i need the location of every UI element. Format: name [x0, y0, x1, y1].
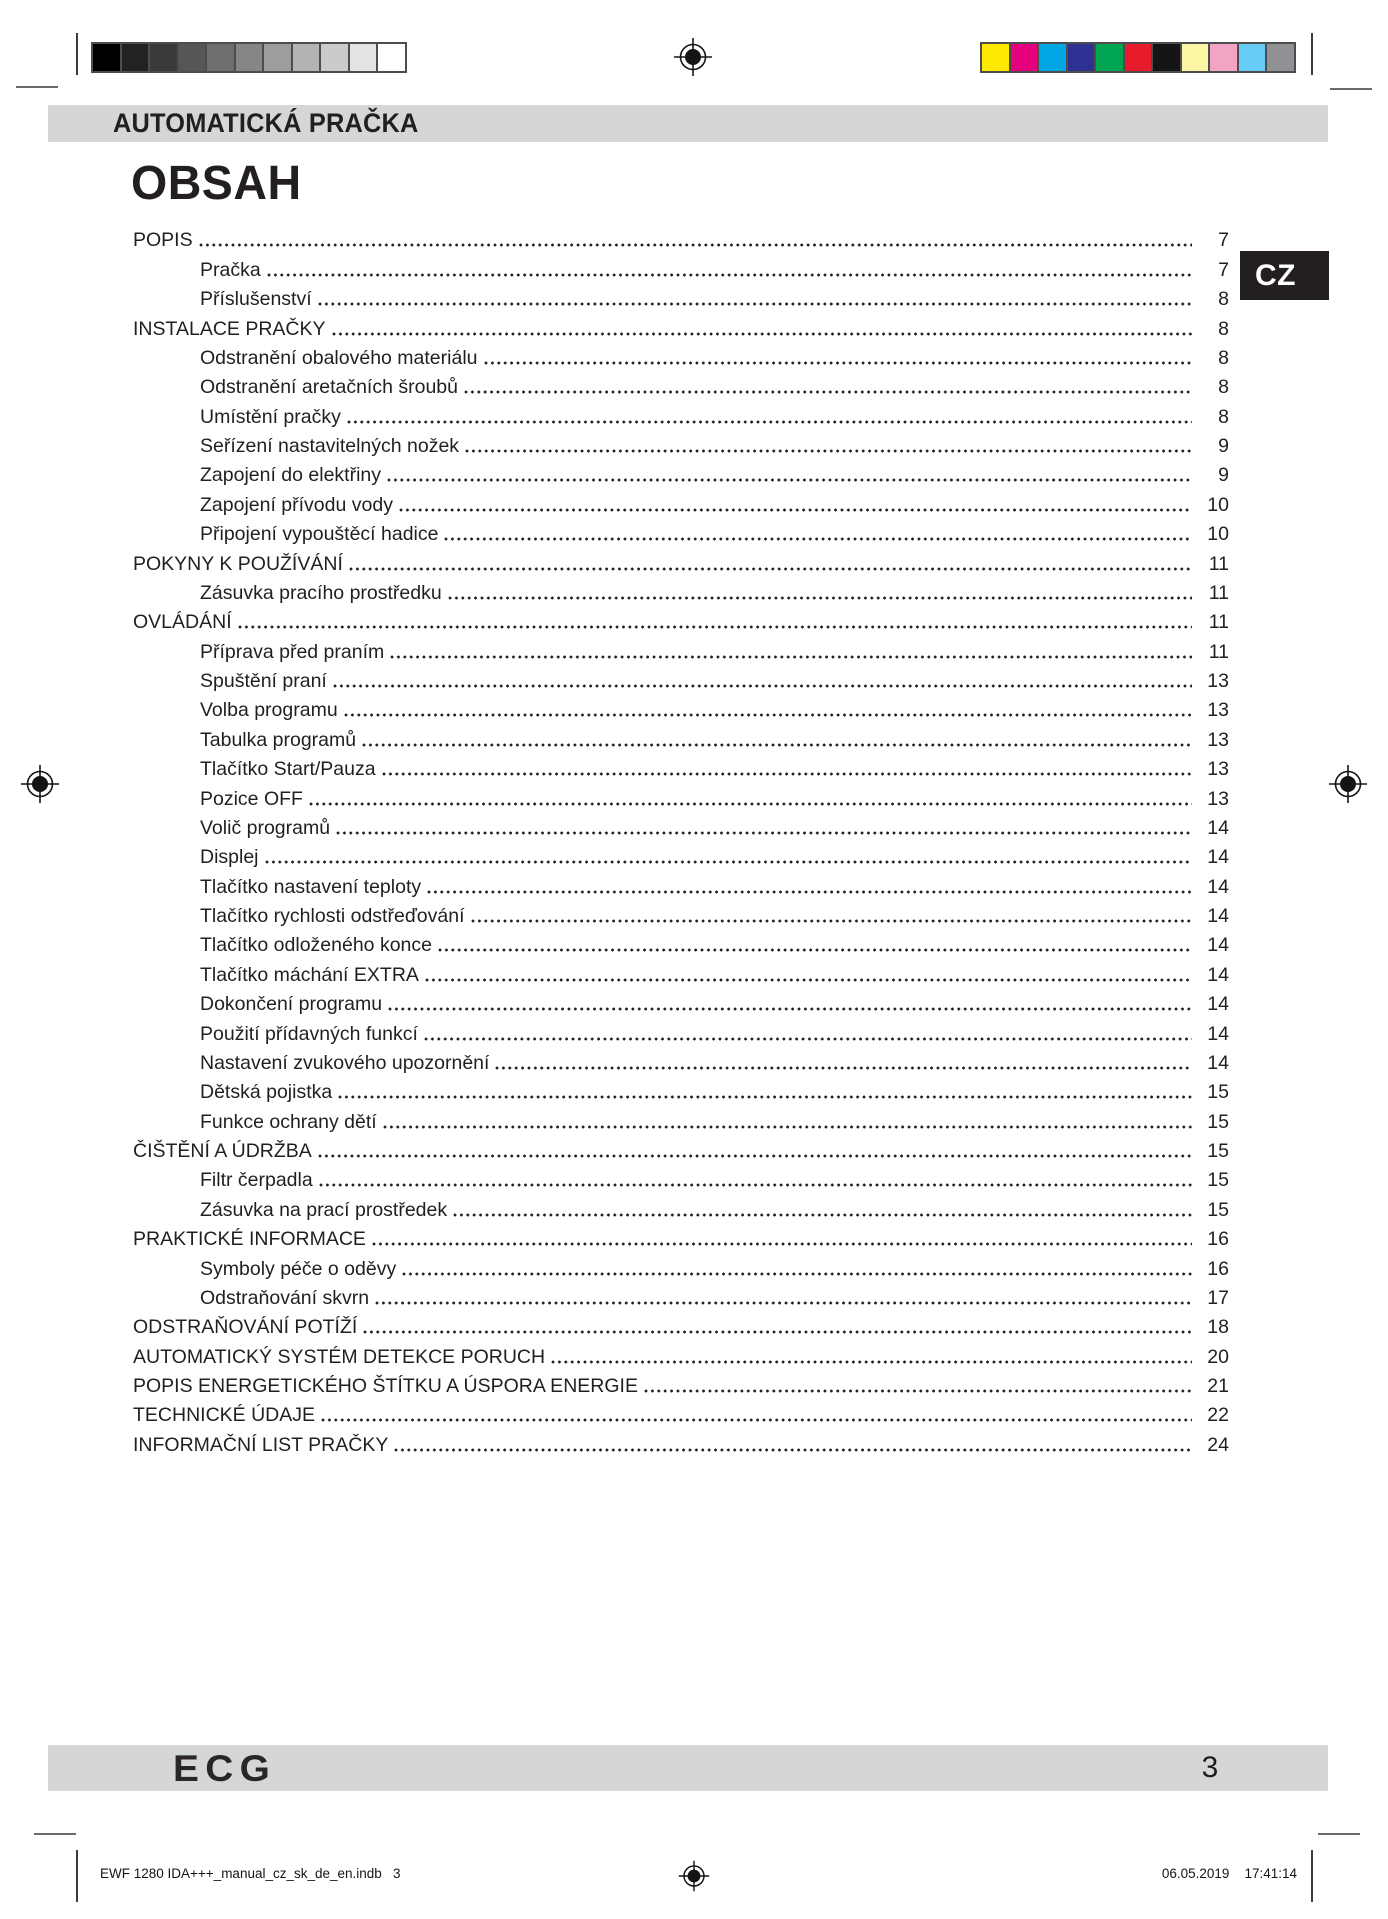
toc-entry — [133, 664, 1229, 693]
toc-entry-label: Dětská pojistka — [200, 1081, 333, 1104]
calibration-swatch — [1208, 42, 1239, 73]
toc-entry — [133, 1222, 1229, 1251]
toc-entry — [133, 282, 1229, 311]
toc-entry — [133, 752, 1229, 781]
toc-entry-label: Spuštění praní — [200, 670, 327, 692]
toc-entry-page: 13 — [1207, 699, 1229, 722]
crop-mark — [1311, 1850, 1313, 1902]
toc-entry — [133, 605, 1229, 634]
toc-entry-page: 13 — [1207, 758, 1229, 781]
toc-entry-label: Odstranění obalového materiálu — [200, 346, 478, 369]
dot-leader — [375, 1301, 1192, 1305]
toc-entry-page: 13 — [1207, 670, 1229, 692]
calibration-swatch — [120, 42, 151, 73]
toc-entry-label: Symboly péče o oděvy — [200, 1257, 397, 1280]
toc-entry-page: 24 — [1207, 1433, 1229, 1456]
dot-leader — [338, 1095, 1192, 1099]
dot-leader — [309, 802, 1192, 806]
toc-entry — [133, 370, 1229, 399]
toc-entry-label: Příslušenství — [200, 288, 312, 311]
calibration-swatch — [1094, 42, 1125, 73]
toc-entry-label: Zásuvka pracího prostředku — [200, 581, 442, 604]
dot-leader — [387, 478, 1192, 482]
dot-leader — [382, 772, 1192, 776]
calibration-swatch — [1237, 42, 1268, 73]
toc-entry-label: OVLÁDÁNÍ — [133, 611, 232, 634]
dot-leader — [438, 948, 1192, 952]
dot-leader — [388, 1007, 1192, 1011]
dot-leader — [321, 1418, 1192, 1422]
dot-leader — [363, 1330, 1192, 1334]
toc-entry — [133, 1192, 1229, 1221]
toc-entry-page: 11 — [1208, 552, 1229, 575]
brand-logo: ECG — [173, 1748, 277, 1789]
dot-leader — [465, 449, 1192, 453]
toc-entry-page: 10 — [1207, 523, 1229, 546]
calibration-colors-bar — [980, 42, 1296, 73]
toc-entry-page: 8 — [1218, 376, 1229, 399]
calibration-swatch — [1037, 42, 1068, 73]
dot-leader — [318, 302, 1192, 306]
dot-leader — [238, 625, 1192, 629]
calibration-swatch — [1265, 42, 1296, 73]
toc-entry-page: 8 — [1218, 405, 1229, 428]
toc-entry-page: 17 — [1207, 1286, 1229, 1309]
toc-entry — [133, 399, 1229, 428]
toc-entry-label: Displej — [200, 846, 259, 869]
calibration-swatch — [319, 42, 350, 73]
crop-mark — [1311, 33, 1313, 75]
registration-mark-icon — [1328, 764, 1368, 804]
toc-entry-page: 22 — [1207, 1404, 1229, 1427]
toc-entry — [133, 1104, 1229, 1133]
toc-entry-page: 14 — [1207, 816, 1229, 839]
dot-leader — [319, 1183, 1192, 1187]
toc-entry-page: 21 — [1207, 1375, 1229, 1397]
calibration-grayscale-bar — [91, 42, 407, 73]
calibration-swatch — [1123, 42, 1154, 73]
toc-entry-page: 11 — [1208, 611, 1229, 634]
toc-entry — [133, 517, 1229, 546]
dot-leader — [644, 1389, 1192, 1393]
toc-entry — [133, 576, 1229, 605]
dot-leader — [383, 1125, 1192, 1129]
calibration-swatch — [262, 42, 293, 73]
dot-leader — [318, 1154, 1192, 1158]
calibration-swatch — [91, 42, 122, 73]
toc-entry-page: 16 — [1207, 1228, 1229, 1251]
toc-entry-label: POKYNY K POUŽÍVÁNÍ — [133, 552, 343, 575]
toc-entry — [133, 458, 1229, 487]
toc-entry-label: Nastavení zvukového upozornění — [200, 1051, 490, 1074]
toc-entry-label: POPIS — [133, 229, 193, 252]
crop-mark — [1330, 88, 1372, 90]
calibration-swatch — [980, 42, 1011, 73]
toc-entry-page: 15 — [1207, 1140, 1229, 1162]
toc-entry-label: Připojení vypouštěcí hadice — [200, 523, 439, 546]
toc-entry — [133, 487, 1229, 516]
toc-entry-page: 14 — [1207, 993, 1229, 1016]
toc-entry-label: Odstraňování skvrn — [200, 1286, 370, 1309]
toc-entry — [133, 811, 1229, 840]
dot-leader — [199, 243, 1192, 247]
toc-entry-page: 18 — [1207, 1316, 1229, 1339]
dot-leader — [484, 361, 1192, 365]
toc-entry — [133, 311, 1229, 340]
toc-entry-label: Seřízení nastavitelných nožek — [200, 435, 460, 457]
dot-leader — [394, 1448, 1192, 1452]
toc-entry-label: Pračka — [200, 258, 261, 281]
dot-leader — [495, 1066, 1192, 1070]
toc-entry-label: Použití přídavných funkcí — [200, 1022, 418, 1045]
language-tab-cz — [1240, 251, 1329, 300]
toc-entry-page: 14 — [1207, 934, 1229, 957]
toc-entry-label: Zapojení do elektřiny — [200, 464, 382, 487]
toc-entry — [133, 429, 1229, 458]
dot-leader — [551, 1360, 1192, 1364]
toc-entry-page: 13 — [1207, 728, 1229, 751]
toc-entry-label: Tabulka programů — [200, 728, 357, 751]
dot-leader — [427, 890, 1192, 894]
toc-entry — [133, 899, 1229, 928]
toc-entry-label: Příprava před praním — [200, 640, 385, 663]
calibration-swatch — [1009, 42, 1040, 73]
dot-leader — [390, 655, 1192, 659]
toc-entry-page: 16 — [1207, 1257, 1229, 1280]
toc-entry — [133, 1310, 1229, 1339]
toc-entry-page: 11 — [1208, 581, 1229, 604]
toc-entry — [133, 1134, 1229, 1163]
toc-entry — [133, 781, 1229, 810]
footer-bar — [48, 1745, 1328, 1791]
toc-entry-label: Umístění pračky — [200, 405, 341, 428]
dot-leader — [267, 273, 1192, 277]
toc-entry-page: 10 — [1207, 493, 1229, 516]
toc-entry-label: POPIS ENERGETICKÉHO ŠTÍTKU A ÚSPORA ENERGIE — [133, 1375, 638, 1397]
crop-mark — [76, 33, 78, 75]
toc-entry — [133, 928, 1229, 957]
calibration-swatch — [177, 42, 208, 73]
toc-entry-page: 9 — [1218, 435, 1229, 457]
calibration-swatch — [148, 42, 179, 73]
toc-entry-label: Funkce ochrany dětí — [200, 1110, 377, 1133]
toc-entry-label: INFORMAČNÍ LIST PRAČKY — [133, 1433, 389, 1456]
toc-entry-label: PRAKTICKÉ INFORMACE — [133, 1228, 366, 1251]
toc-list — [133, 223, 1229, 1457]
toc-entry-label: Tlačítko rychlosti odstřeďování — [200, 905, 465, 927]
toc-entry — [133, 1046, 1229, 1075]
dot-leader — [448, 596, 1192, 600]
toc-entry-label: Tlačítko Start/Pauza — [200, 758, 376, 781]
dot-leader — [424, 1037, 1192, 1041]
toc-entry — [133, 1398, 1229, 1427]
toc-entry — [133, 1251, 1229, 1280]
toc-entry — [133, 634, 1229, 663]
toc-entry-label: Tlačítko máchání EXTRA — [200, 963, 419, 986]
calibration-swatch — [1066, 42, 1097, 73]
toc-entry-page: 20 — [1207, 1345, 1229, 1368]
dot-leader — [453, 1213, 1192, 1217]
calibration-swatch — [234, 42, 265, 73]
toc-entry-page: 15 — [1207, 1110, 1229, 1133]
crop-mark — [16, 86, 58, 88]
toc-entry-page: 15 — [1207, 1198, 1229, 1221]
toc-entry — [133, 840, 1229, 869]
toc-entry-label: ČIŠTĚNÍ A ÚDRŽBA — [133, 1140, 312, 1162]
crop-mark — [34, 1833, 76, 1835]
dot-leader — [425, 978, 1192, 982]
dot-leader — [402, 1272, 1192, 1276]
dot-leader — [344, 713, 1192, 717]
dot-leader — [336, 831, 1192, 835]
crop-mark — [76, 1850, 78, 1902]
language-tab-label: CZ — [1255, 258, 1296, 292]
toc-entry-label: Tlačítko nastavení teploty — [200, 875, 422, 898]
toc-entry-page: 7 — [1218, 258, 1229, 281]
toc-entry — [133, 252, 1229, 281]
toc-entry-page: 14 — [1207, 846, 1229, 869]
toc-entry-label: Filtr čerpadla — [200, 1169, 313, 1192]
toc-entry-page: 15 — [1207, 1169, 1229, 1192]
toc-entry-label: Zapojení přívodu vody — [200, 493, 393, 516]
toc-entry — [133, 722, 1229, 751]
registration-mark-icon — [20, 764, 60, 804]
toc-entry-page: 8 — [1218, 288, 1229, 311]
toc-entry-label: Dokončení programu — [200, 993, 383, 1016]
page-title: OBSAH — [131, 157, 302, 210]
toc-entry-label: Zásuvka na prací prostředek — [200, 1198, 448, 1221]
calibration-swatch — [1180, 42, 1211, 73]
calibration-swatch — [348, 42, 379, 73]
toc-entry — [133, 1016, 1229, 1045]
dot-leader — [333, 684, 1192, 688]
toc-entry-page: 14 — [1207, 963, 1229, 986]
toc-entry-page: 15 — [1207, 1081, 1229, 1104]
toc-entry-label: ODSTRAŇOVÁNÍ POTÍŽÍ — [133, 1316, 358, 1339]
dot-leader — [362, 743, 1192, 747]
dot-leader — [471, 919, 1192, 923]
crop-mark — [1318, 1833, 1360, 1835]
toc-entry — [133, 1163, 1229, 1192]
dot-leader — [349, 567, 1192, 571]
section-header-bar — [48, 105, 1328, 142]
dot-leader — [372, 1242, 1192, 1246]
toc-entry-page: 14 — [1207, 875, 1229, 898]
toc-entry-label: INSTALACE PRAČKY — [133, 317, 326, 340]
toc-entry-page: 7 — [1218, 229, 1229, 252]
print-file-info: EWF 1280 IDA+++_manual_cz_sk_de_en.indb 3 — [100, 1866, 401, 1881]
toc-entry-page: 14 — [1207, 905, 1229, 927]
toc-entry-label: Pozice OFF — [200, 787, 303, 810]
dot-leader — [464, 390, 1192, 394]
toc-entry — [133, 869, 1229, 898]
dot-leader — [332, 332, 1192, 336]
toc-entry-label: Volič programů — [200, 816, 331, 839]
toc-entry — [133, 1281, 1229, 1310]
toc-entry — [133, 1339, 1229, 1368]
dot-leader — [444, 537, 1192, 541]
calibration-swatch — [376, 42, 407, 73]
toc-entry — [133, 1075, 1229, 1104]
toc-entry-label: AUTOMATICKÝ SYSTÉM DETEKCE PORUCH — [133, 1345, 546, 1368]
calibration-swatch — [291, 42, 322, 73]
toc-entry — [133, 987, 1229, 1016]
registration-mark-icon — [678, 1859, 710, 1893]
toc-entry-page: 9 — [1218, 464, 1229, 487]
toc-entry-page: 8 — [1218, 346, 1229, 369]
section-title: AUTOMATICKÁ PRAČKA — [113, 108, 419, 138]
toc-entry-label: Odstranění aretačních šroubů — [200, 376, 458, 399]
toc-entry-page: 14 — [1207, 1051, 1229, 1074]
toc-entry — [133, 223, 1229, 252]
page-number: 3 — [1201, 1751, 1219, 1784]
toc-entry-label: Volba programu — [200, 699, 338, 722]
calibration-swatch — [205, 42, 236, 73]
toc-entry-label: Tlačítko odloženého konce — [200, 934, 432, 957]
toc-entry-page: 13 — [1207, 787, 1229, 810]
dot-leader — [347, 420, 1192, 424]
toc-entry — [133, 693, 1229, 722]
toc-entry-page: 8 — [1218, 317, 1229, 340]
print-datetime: 06.05.2019 17:41:14 — [1161, 1866, 1297, 1881]
toc-entry — [133, 341, 1229, 370]
toc-entry — [133, 1369, 1229, 1398]
toc-entry-label: TECHNICKÉ ÚDAJE — [133, 1404, 316, 1427]
dot-leader — [399, 508, 1192, 512]
calibration-swatch — [1151, 42, 1182, 73]
registration-mark-icon — [673, 37, 713, 77]
dot-leader — [265, 860, 1192, 864]
toc-entry — [133, 546, 1229, 575]
toc-entry-page: 14 — [1207, 1022, 1229, 1045]
toc-entry — [133, 957, 1229, 986]
toc-entry — [133, 1427, 1229, 1456]
toc-entry-page: 11 — [1208, 640, 1229, 663]
